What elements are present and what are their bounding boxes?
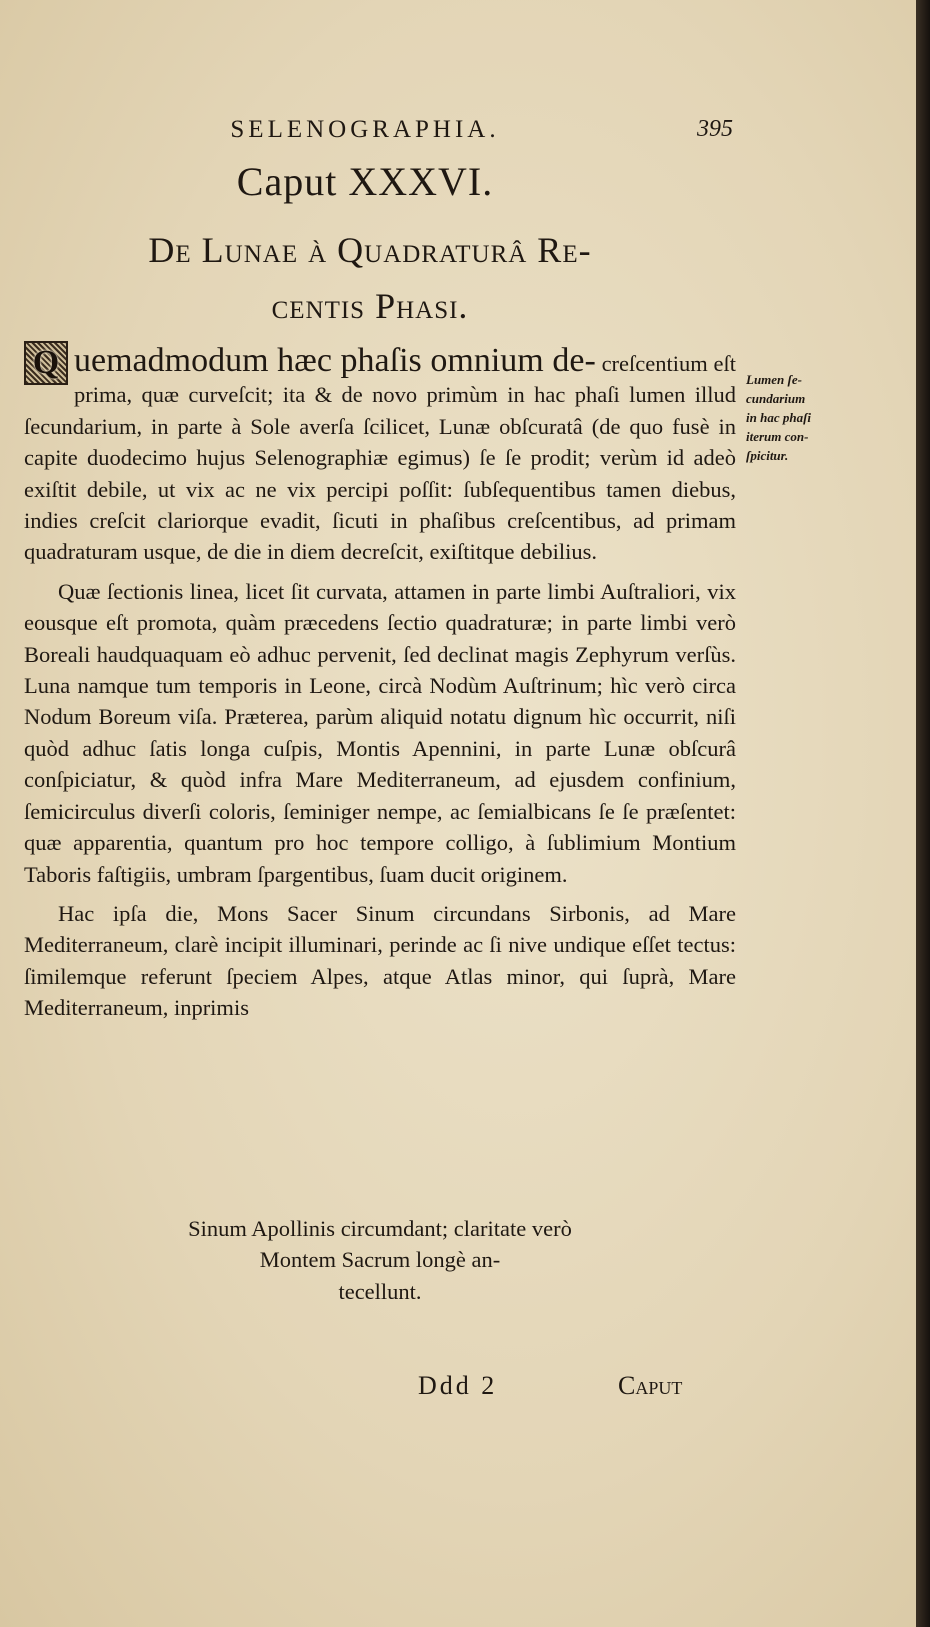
chapter-title-line-2: centis Phasi.	[271, 286, 469, 326]
marginal-note-line: iterum con-	[746, 429, 809, 444]
marginal-note	[746, 370, 846, 465]
paragraph-1-text: creſcentium eſt prima, quæ curveſcit; ita & de novo primùm in hac phaſi lumen illud ſecundarium, in parte à Sole averſa ſcilicet, Lunæ obſcuratâ (de quo fusè in capite duodecimo hujus Selenographiæ egimus) ſe ſe prodit; verùm id adeò exiſtit debile, ut vix ac ne vix percipi poſſit: ſubſequentibus tamen diebus, indies creſcit clariorque evadit, ſicuti in phaſibus creſcentibus, ad primam quadraturam usque, de die in diem decreſcit, exiſtitque debilius.	[24, 351, 737, 565]
running-head: SELENOGRAPHIA.	[230, 116, 500, 143]
paragraph-3: Hac ipſa die, Mons Sacer Sinum circundans Sirbonis, ad Mare Mediterraneum, clarè incipit illuminari, perinde ac ſi nive undique eſſet tectus: ſimilemque referunt ſpeciem Alpes, atque Atlas minor, qui ſuprà, Mare Mediterraneum, inprimis	[24, 900, 736, 1021]
marginal-note-line: Lumen ſe-	[746, 372, 802, 387]
chapter-title	[60, 222, 680, 334]
marginal-note-line: in hac phaſi	[746, 410, 812, 425]
marginal-note-line: cundarium	[746, 391, 806, 406]
paragraph-3-tapered-end	[24, 1213, 736, 1307]
page-number: 395	[697, 116, 733, 142]
marginal-note-line: ſpicitur.	[746, 448, 789, 463]
catchword: Caput	[618, 1371, 683, 1400]
ornamental-drop-cap: Q	[24, 341, 68, 385]
tapered-line-2: Montem Sacrum longè an-	[259, 1247, 501, 1273]
tapered-line-3: tecellunt.	[338, 1278, 422, 1304]
paragraph-1-lead: uemadmodum hæc phaſis omnium de-	[74, 342, 596, 379]
page-edge-shadow	[916, 0, 930, 1627]
paragraph-2: Quæ ſectionis linea, licet ſit curvata, attamen in parte limbi Auſtraliori, vix eousque eſt promota, quàm præcedens ſectio quadraturæ; in parte limbi verò Boreali haudquaquam eò adhuc pervenit, ſed declinat magis Zephyrum verſùs. Luna namque tum temporis in Leone, circà Nodùm Auſtrinum; hìc verò circa Nodum Boreum viſa. Præterea, parùm aliquid notatu dignum hìc occurrit, niſi quòd adhuc ſatis longa cuſpis, Montis Apennini, in parte Lunæ obſcurâ conſpiciatur, & quòd infra Mare Mediterraneum, ad ejusdem confinium, ſemicirculus diverſi coloris, ſeminiger nempe, ac ſemialbicans ſe ſe præſentet: quæ apparentia, quantum pro hoc tempore colligo, à ſublimium Montium Taboris faſtigiis, umbram ſpargentibus, ſuam ducit originem.	[24, 578, 736, 887]
body-text	[24, 343, 736, 1024]
signature-mark: Ddd 2	[418, 1371, 498, 1400]
tapered-line-1: Sinum Apollinis circumdant; claritate verò	[188, 1216, 572, 1241]
chapter-title-line-1: De Lunae à Quadraturâ Re-	[148, 230, 592, 270]
chapter-heading: Caput XXXVI.	[236, 159, 494, 204]
paragraph-1	[24, 343, 736, 568]
